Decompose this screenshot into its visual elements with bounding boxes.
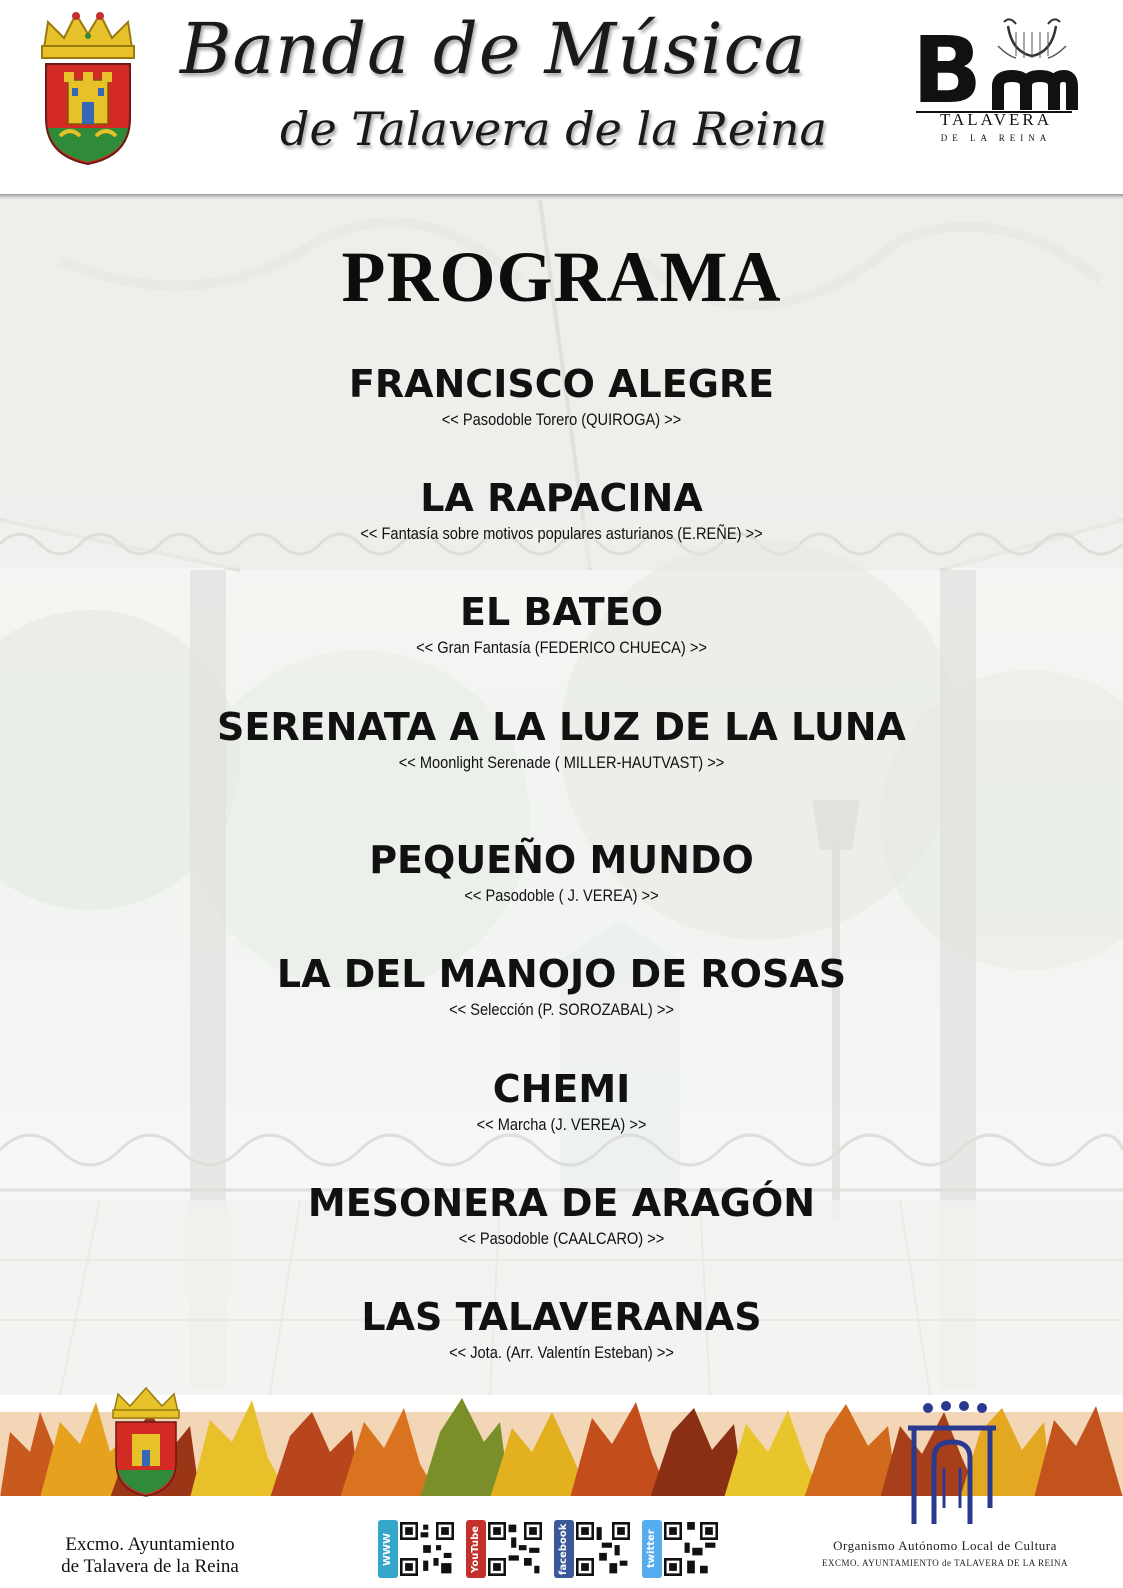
piece-title: EL BATEO (459, 590, 663, 634)
qr-code-row (378, 1520, 738, 1580)
culture-organism-name: Organismo Autónomo Local de Cultura (833, 1538, 1057, 1553)
piece-title: LAS TALAVERANAS (361, 1295, 762, 1339)
svg-text:B: B (912, 17, 983, 124)
piece-subtitle: << Selección (P. SOROZABAL) >> (449, 1000, 674, 1019)
program-item (0, 1181, 1123, 1249)
web-qr-code-icon[interactable] (400, 1522, 454, 1576)
program-heading: PROGRAMA (341, 237, 782, 317)
piece-title: PEQUEÑO MUNDO (369, 838, 754, 882)
piece-title: FRANCISCO ALEGRE (348, 362, 775, 406)
twitter-tab: twitter (642, 1520, 662, 1578)
youtube-tab: YouTube (466, 1520, 486, 1578)
facebook-tab: facebook (554, 1520, 574, 1578)
band-title-line2: de Talavera de la Reina (280, 102, 827, 156)
youtube-qr-code-icon[interactable] (488, 1522, 542, 1576)
piece-subtitle: << Gran Fantasía (FEDERICO CHUECA) >> (416, 638, 707, 657)
piece-subtitle: << Marcha (J. VEREA) >> (476, 1115, 647, 1134)
twitter-qr-code-icon[interactable] (664, 1522, 718, 1576)
piece-subtitle: << Pasodoble (CAALCARO) >> (458, 1229, 665, 1248)
piece-title: LA DEL MANOJO DE ROSAS (276, 952, 847, 996)
logo-town-text: TALAVERA (939, 110, 1053, 129)
piece-title: CHEMI (492, 1067, 631, 1111)
piece-subtitle: << Pasodoble Torero (QUIROGA) >> (441, 410, 682, 429)
program-item (0, 1295, 1123, 1363)
web-tab: WWW (378, 1520, 398, 1578)
facebook-qr-code-icon[interactable] (576, 1522, 630, 1576)
program-item (0, 590, 1123, 658)
program-item (0, 476, 1123, 544)
program-item (0, 838, 1123, 906)
logo-subtitle-text: DE LA REINA (940, 133, 1052, 143)
piece-title: SERENATA A LA LUZ DE LA LUNA (217, 705, 906, 749)
piece-title: LA RAPACINA (420, 476, 703, 520)
piece-subtitle: << Jota. (Arr. Valentín Esteban) >> (449, 1343, 674, 1362)
page-header (0, 0, 1123, 196)
piece-title: MESONERA DE ARAGÓN (307, 1181, 816, 1225)
program-item (0, 952, 1123, 1020)
culture-organism-logo-icon (898, 1398, 1008, 1528)
piece-subtitle: << Pasodoble ( J. VEREA) >> (464, 886, 659, 905)
culture-organism-subtitle: EXCMO. AYUNTAMIENTO de TALAVERA DE LA REINA (822, 1558, 1068, 1568)
program-item (0, 705, 1123, 773)
program-item (0, 362, 1123, 430)
band-logo-icon (912, 12, 1082, 152)
city-hall-name-line1: Excmo. Ayuntamiento (65, 1534, 235, 1555)
city-hall-name-line2: de Talavera de la Reina (61, 1556, 239, 1577)
piece-subtitle: << Moonlight Serenade ( MILLER-HAUTVAST) >> (398, 753, 725, 772)
piece-subtitle: << Fantasía sobre motivos populares asturianos (E.REÑE) >> (360, 524, 763, 543)
band-title-line1: Banda de Música (180, 8, 807, 90)
program-item (0, 1067, 1123, 1135)
coat-of-arms-icon (26, 8, 150, 168)
coat-of-arms-icon (104, 1386, 188, 1498)
